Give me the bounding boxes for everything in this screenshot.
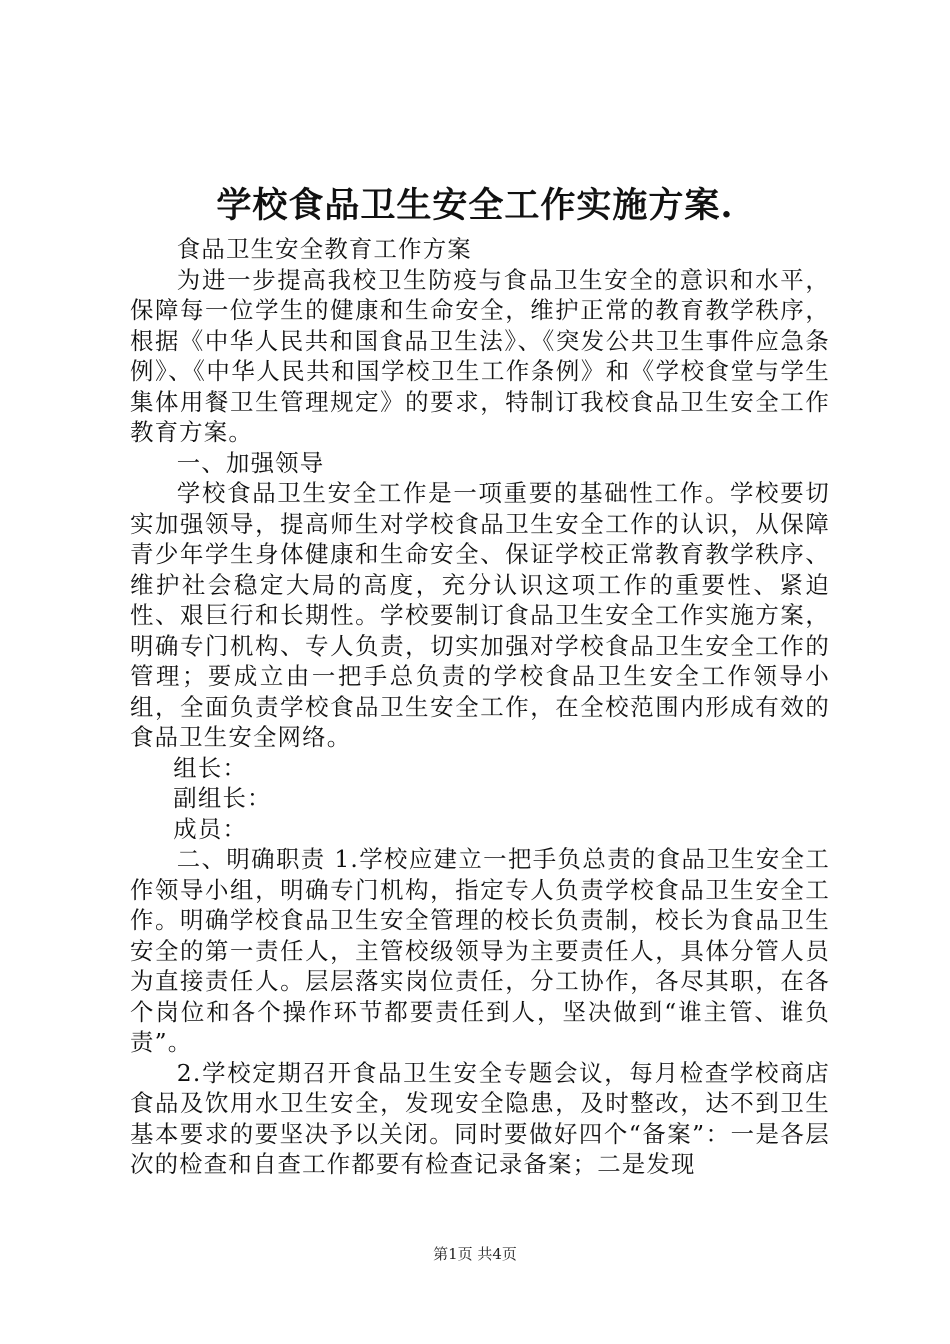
document-body xyxy=(130,234,830,1180)
section-subtitle: 食品卫生安全教育工作方案 xyxy=(176,235,472,263)
leadership-paragraph: 学校食品卫生安全工作是一项重要的基础性工作。学校要切实加强领导，提高师生对学校食品卫生安全工作的认识，从保障青少年学生身体健康和生命安全、保证学校正常教育教学秩序、维护社会稳定大局的高度，充分认识这项工作的重要性、紧迫性、艰巨行和长期性。学校要制订食品卫生安全工作实施方案，明确专门机构、专人负责，切实加强对学校食品卫生安全工作的管理；要成立由一把手总负责的学校食品卫生安全工作领导小组，全面负责学校食品卫生安全工作，在全校范围内形成有效的食品卫生安全网络。 xyxy=(130,479,830,751)
meetings-paragraph: 2.学校定期召开食品卫生安全专题会议，每月检查学校商店食品及饮用水卫生安全，发现安全隐患，及时整改，达不到卫生基本要求的要坚决予以关闭。同时要做好四个“备案”：一是各层次的检查和自查工作都要有检查记录备案；二是发现 xyxy=(130,1058,830,1178)
page-number-footer: 第1页 共4页 xyxy=(433,1245,517,1263)
page-title: 学校食品卫生安全工作实施方案. xyxy=(216,185,734,226)
responsibilities-paragraph: 二、明确职责 1.学校应建立一把手负总责的食品卫生安全工作领导小组，明确专门机构，指定专人负责学校食品卫生安全工作。明确学校食品卫生安全管理的校长负责制，校长为食品卫生安全的第一责任人，主管校级领导为主要责任人，具体分管人员为直接责任人。层层落实岗位责任，分工协作，各尽其职，在各个岗位和各个操作环节都要责任到人，坚决做到“谁主管、谁负责”。 xyxy=(130,845,830,1056)
section-heading-leadership: 一、加强领导 xyxy=(176,448,325,477)
deputy-leader-line: 副组长： xyxy=(173,784,272,812)
intro-paragraph: 为进一步提高我校卫生防疫与食品卫生安全的意识和水平，保障每一位学生的健康和生命安全，维护正常的教育教学秩序，根据《中华人民共和国食品卫生法》、《突发公共卫生事件应急条例》、《中华人民共和国学校卫生工作条例》和《学校食堂与学生集体用餐卫生管理规定》的要求，特制订我校食品卫生安全工作教育方案。 xyxy=(130,265,830,446)
group-leader-line: 组长： xyxy=(173,753,248,782)
members-line: 成员： xyxy=(173,814,248,843)
